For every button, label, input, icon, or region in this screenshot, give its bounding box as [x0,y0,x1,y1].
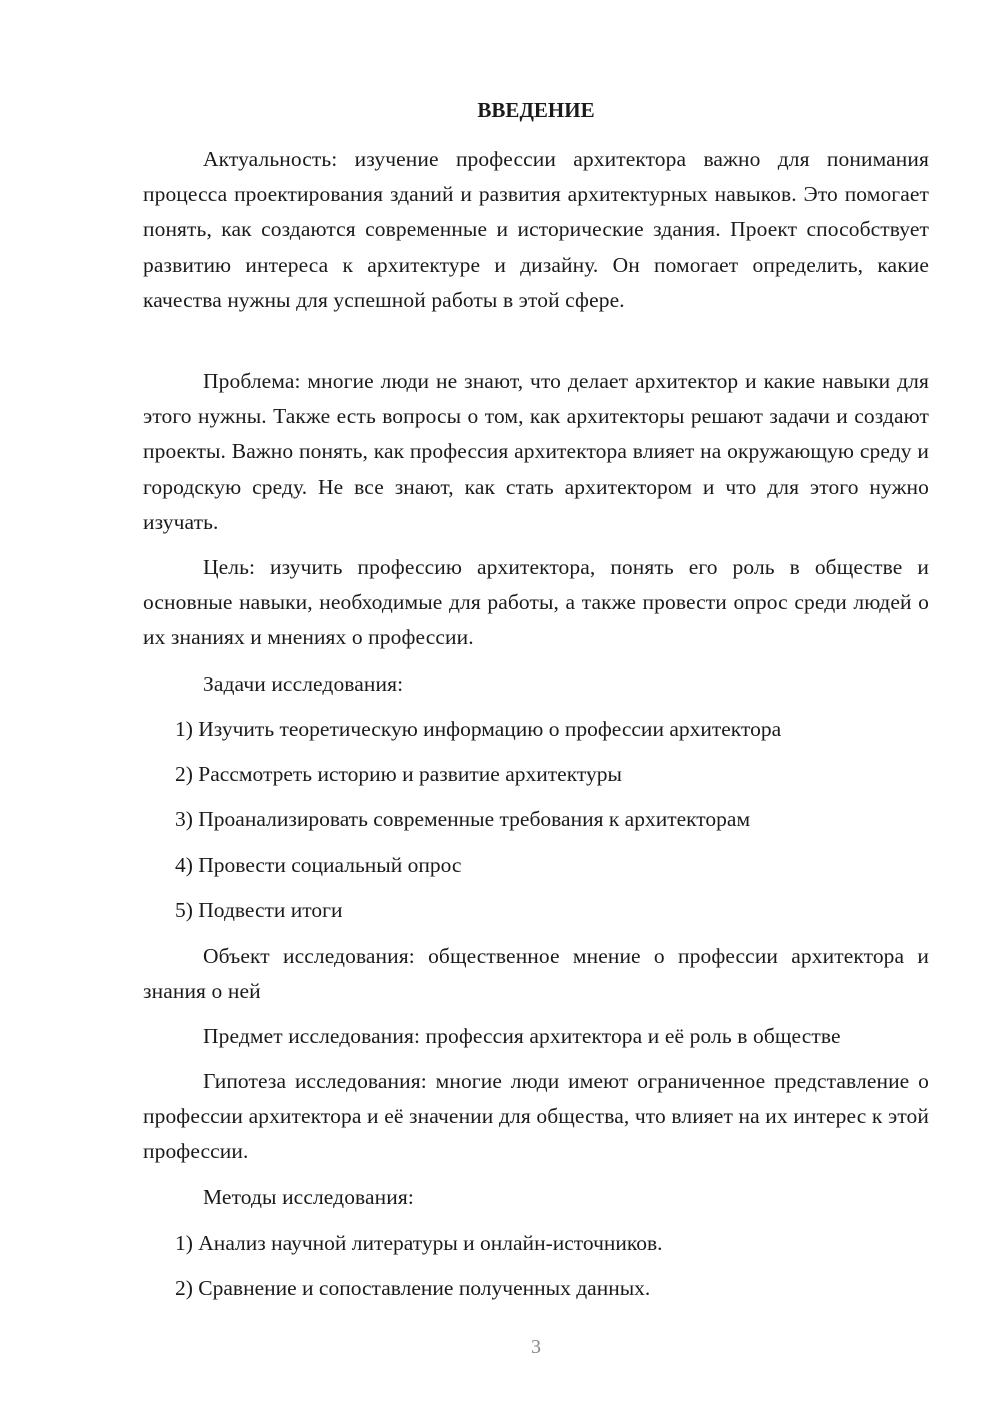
paragraph-hypothesis: Гипотеза исследования: многие люди имеют ограниченное представление о профессии архитектора и её значении для общества, что влияет на их интерес к этой профессии. [143,1069,929,1164]
page-number: 3 [531,1336,541,1358]
document-page [143,0,929,1414]
paragraph-problem: Проблема: многие люди не знают, что делает архитектор и какие навыки для этого нужны. Также есть вопросы о том, как архитекторы решают задачи и создают проекты. Важно понять, как профессия архитектора влияет на окружающую среду и городскую среду. Не все знают, как стать архитектором и что для этого нужно изучать. [143,369,929,534]
paragraph-object: Объект исследования: общественное мнение о профессии архитектора и знания о ней [143,944,929,1004]
page-title: ВВЕДЕНИЕ [477,98,595,122]
method-item: 2) Сравнение и сопоставление полученных данных. [175,1276,651,1300]
method-item: 1) Анализ научной литературы и онлайн-источников. [175,1231,663,1255]
paragraph-relevance: Актуальность: изучение профессии архитектора важно для понимания процесса проектирования зданий и развития архитектурных навыков. Это помогает понять, как создаются современные и исторические здания. Проект способствует развитию интереса к архитектуре и дизайну. Он помогает определить, какие качества нужны для успешной работы в этой сфере. [143,147,929,312]
task-item: 3) Проанализировать современные требования к архитекторам [175,807,751,831]
task-item: 5) Подвести итоги [175,898,343,922]
task-item: 1) Изучить теоретическую информацию о профессии архитектора [175,717,782,741]
task-item: 4) Провести социальный опрос [175,853,462,877]
paragraph-subject: Предмет исследования: профессия архитектора и её роль в обществе [203,1024,841,1048]
methods-heading: Методы исследования: [203,1185,414,1209]
task-item: 2) Рассмотреть историю и развитие архитектуры [175,762,622,786]
tasks-heading: Задачи исследования: [203,672,404,696]
paragraph-goal: Цель: изучить профессию архитектора, понять его роль в обществе и основные навыки, необходимые для работы, а также провести опрос среди людей о их знаниях и мнениях о профессии. [143,555,929,650]
